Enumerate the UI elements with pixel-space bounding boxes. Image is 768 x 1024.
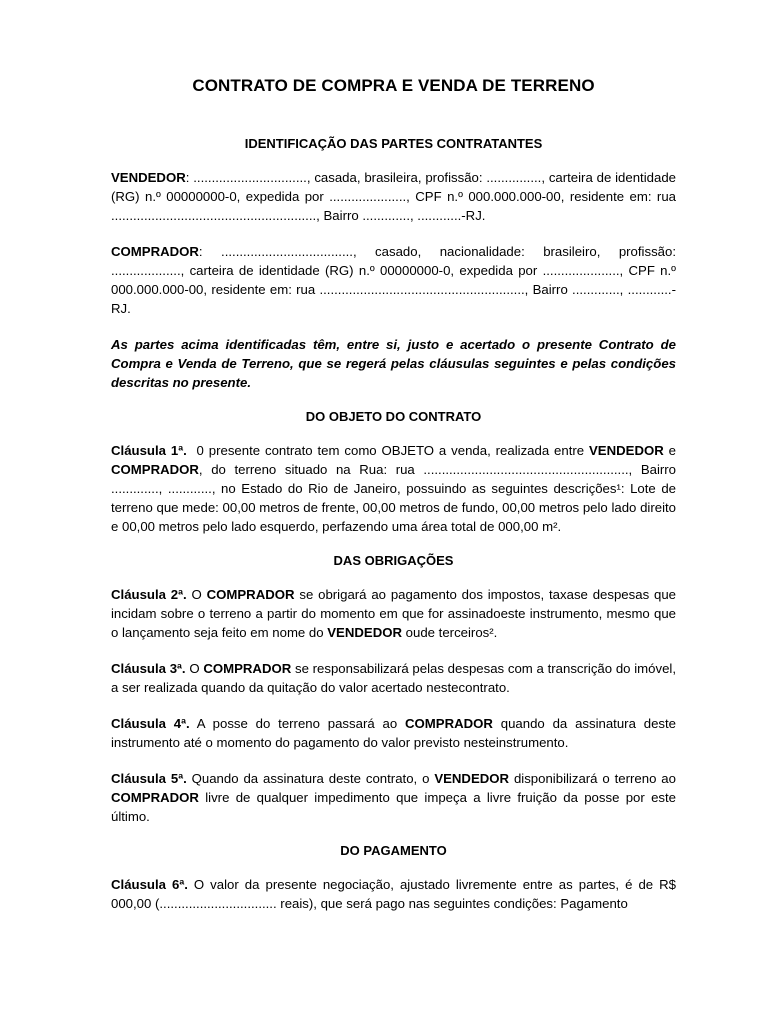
clause-2-text-2: se obrigará ao pagamento dos impostos, taxase despesas que incidam sobre o terreno a partir do momento em que for assinadoeste instrumento, mesmo que o lançamento seja feito em nome do xyxy=(111,587,676,640)
clause-1-text-3: , do terreno situado na Rua: rua ........................................................, Bairro ............., ............, no Estado do Rio de Janeiro, possuindo as seguintes descrições¹: Lote de terreno que mede: 00,00 metros de frente, 00,00 metros de fundo, 00,00 metros pelo lado direito e 00,00 metros pelo lado esquerdo, perfazendo uma área total de 000,00 m². xyxy=(111,462,676,534)
clause-2-label: Cláusula 2ª. xyxy=(111,587,187,602)
clause-6 xyxy=(111,875,676,913)
document-title: CONTRATO DE COMPRA E VENDA DE TERRENO xyxy=(192,76,595,95)
clause-5-buyer: COMPRADOR xyxy=(111,790,199,805)
clause-5 xyxy=(111,769,680,826)
buyer-label: COMPRADOR xyxy=(111,244,199,259)
clause-3-buyer: COMPRADOR xyxy=(203,661,292,676)
section-heading-payment: DO PAGAMENTO xyxy=(340,843,447,858)
buyer-text: : ...................................., casado, nacionalidade: brasileiro, profissão: ..................., carteira de identidade (RG) n.º 00000000-0, expedida por ....................., CPF n.º 000.000.000-00, residente em: rua ........................................................, Bairro ............., ............-RJ. xyxy=(111,244,676,316)
seller-text: : ..............................., casada, brasileira, profissão: ..............., carteira de identidade (RG) n.º 00000000-0, expedida por ....................., CPF n.º 000.000.000-00, residente em: rua ........................................................, Bairro ............., ............-RJ. xyxy=(111,170,676,223)
clause-3 xyxy=(111,659,676,697)
clause-1-seller: VENDEDOR xyxy=(589,443,664,458)
clause-3-text-2: se responsabilizará pelas despesas com a transcrição do imóvel, a ser realizada quando da quitação do valor acertado nestecontrato. xyxy=(111,661,676,695)
clause-2-seller: VENDEDOR xyxy=(327,625,403,640)
clause-2-text-3: oude terceiros². xyxy=(402,625,498,640)
section-heading-object: DO OBJETO DO CONTRATO xyxy=(305,409,482,424)
clause-1-buyer: COMPRADOR xyxy=(111,462,199,477)
section-heading-identification: IDENTIFICAÇÃO DAS PARTES CONTRATANTES xyxy=(244,136,543,151)
clause-5-text-3: livre de qualquer impedimento que impeça a livre fruição da posse por este último. xyxy=(111,790,676,824)
clause-1 xyxy=(111,441,680,536)
section-heading-obligations: DAS OBRIGAÇÕES xyxy=(333,553,454,568)
clause-4-buyer: COMPRADOR xyxy=(405,716,493,731)
clause-2-text-1: O xyxy=(186,587,207,602)
clause-1-label: Cláusula 1ª. xyxy=(111,443,187,458)
clause-5-text-2: disponibilizará o terreno ao xyxy=(509,771,680,786)
seller-paragraph xyxy=(111,168,676,225)
clause-6-text-1: O valor da presente negociação, ajustado livremente entre as partes, é de R$ 000,00 (................................ reais), que será pago nas seguintes condições: Pagamento xyxy=(111,877,676,911)
clause-1-text-2: e xyxy=(663,443,680,458)
clause-5-seller: VENDEDOR xyxy=(434,771,510,786)
clause-4-text-1: A posse do terreno passará ao xyxy=(189,716,405,731)
clause-1-text-1: 0 presente contrato tem como OBJETO a venda, realizada entre xyxy=(186,443,590,458)
clause-4 xyxy=(111,714,676,752)
buyer-paragraph xyxy=(111,242,676,318)
clause-5-text-1: Quando da assinatura deste contrato, o xyxy=(186,771,435,786)
clause-3-label: Cláusula 3ª. xyxy=(111,661,186,676)
clause-2-buyer: COMPRADOR xyxy=(206,587,295,602)
clause-4-label: Cláusula 4ª. xyxy=(111,716,190,731)
clause-4-text-2: quando da assinatura deste instrumento até o momento do pagamento do valor previsto nesteinstrumento. xyxy=(111,716,676,750)
seller-label: VENDEDOR xyxy=(111,170,186,185)
clause-5-label: Cláusula 5ª. xyxy=(111,771,187,786)
clause-3-text-1: O xyxy=(185,661,204,676)
clause-2 xyxy=(111,585,676,642)
intro-paragraph: As partes acima identificadas têm, entre si, justo e acertado o presente Contrato de Compra e Venda de Terreno, que se regerá pelas cláusulas seguintes e pelas condições descritas no presente. xyxy=(111,337,676,390)
document-page xyxy=(111,76,680,913)
clause-6-label: Cláusula 6ª. xyxy=(111,877,188,892)
